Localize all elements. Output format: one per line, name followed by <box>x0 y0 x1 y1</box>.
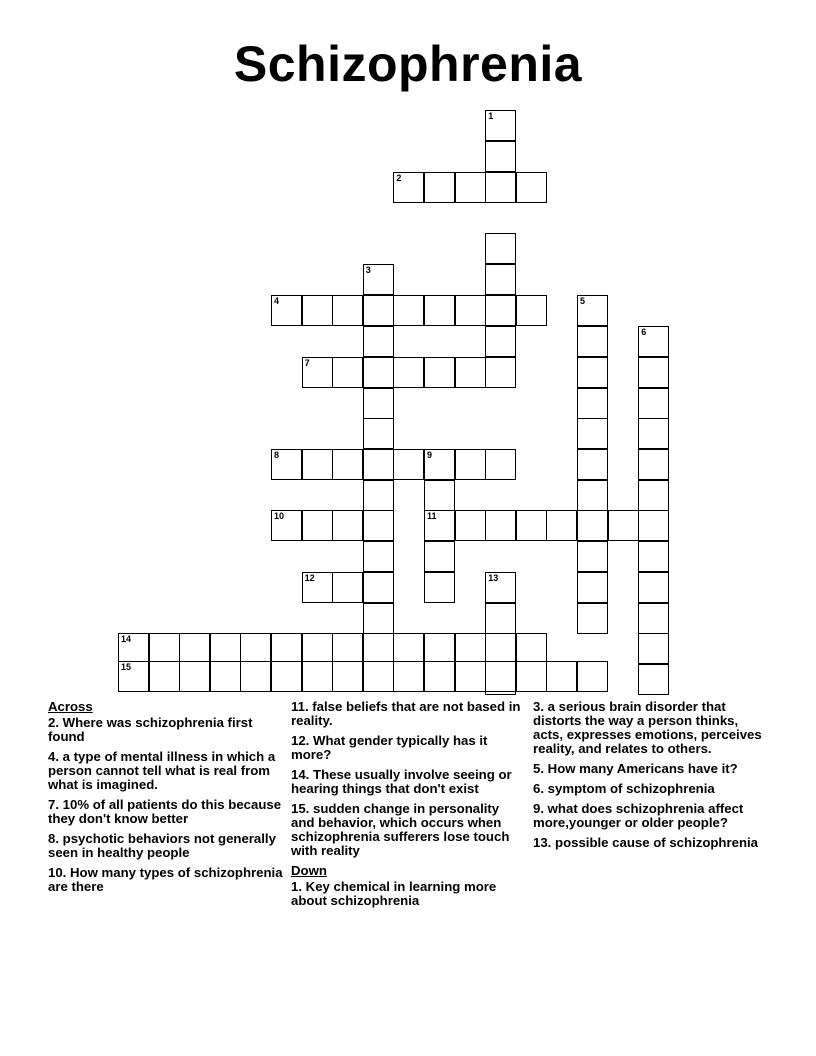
grid-cell[interactable] <box>210 633 241 664</box>
grid-cell[interactable] <box>577 418 608 449</box>
grid-cell[interactable] <box>332 633 363 664</box>
grid-cell[interactable] <box>577 603 608 634</box>
grid-cell[interactable] <box>363 633 394 664</box>
grid-cell[interactable] <box>363 295 394 326</box>
clue-number-7: 7 <box>304 358 310 368</box>
grid-cell[interactable] <box>485 572 516 603</box>
grid-cell[interactable] <box>363 572 394 603</box>
grid-cell[interactable] <box>516 633 547 664</box>
grid-cell[interactable] <box>179 661 210 692</box>
clue-across-10: 10. How many types of schizophrenia are there <box>48 865 283 894</box>
grid-cell[interactable] <box>424 295 455 326</box>
grid-cell[interactable] <box>424 541 455 572</box>
clue-down-3: 3. a serious brain disorder that distorts the way a person thinks, acts, expresses emotions, perceives reality, and relates to others. <box>533 699 762 756</box>
clue-number-13: 13 <box>488 573 499 583</box>
clue-number-3: 3 <box>365 265 371 275</box>
grid-cell[interactable] <box>455 449 486 480</box>
grid-cell[interactable] <box>179 633 210 664</box>
grid-cell[interactable] <box>485 233 516 264</box>
grid-cell[interactable] <box>485 603 516 634</box>
clue-down-13: 13. possible cause of schizophrenia <box>533 835 759 850</box>
grid-cell[interactable] <box>118 633 149 664</box>
grid-cell[interactable] <box>302 295 333 326</box>
clue-number-8: 8 <box>274 450 280 460</box>
grid-cell[interactable] <box>363 326 394 357</box>
clues-column-1 <box>48 700 284 900</box>
grid-cell[interactable] <box>332 357 363 388</box>
clue-down-9: 9. what does schizophrenia affect more,younger or older people? <box>533 801 744 830</box>
grid-cell[interactable] <box>271 449 302 480</box>
clue-down-5: 5. How many Americans have it? <box>533 761 738 776</box>
clue-across-4: 4. a type of mental illness in which a person cannot tell what is real from what is imagined. <box>48 749 276 792</box>
grid-cell[interactable] <box>118 661 149 692</box>
clue-number-6: 6 <box>641 327 647 337</box>
grid-cell[interactable] <box>638 541 669 572</box>
grid-cell[interactable] <box>149 633 180 664</box>
grid-cell[interactable] <box>638 572 669 603</box>
clue-across-7: 7. 10% of all patients do this because they don't know better <box>48 797 282 826</box>
clue-number-10: 10 <box>274 511 285 521</box>
grid-cell[interactable] <box>546 661 577 692</box>
grid-cell[interactable] <box>516 172 547 203</box>
grid-cell[interactable] <box>302 633 333 664</box>
grid-cell[interactable] <box>485 172 516 203</box>
grid-cell[interactable] <box>577 661 608 692</box>
grid-cell[interactable] <box>393 172 424 203</box>
grid-cell[interactable] <box>485 110 516 141</box>
clues-column-3 <box>533 700 769 856</box>
grid-cell[interactable] <box>577 357 608 388</box>
grid-cell[interactable] <box>363 480 394 511</box>
down-heading: Down <box>291 863 327 878</box>
grid-cell[interactable] <box>638 480 669 511</box>
grid-cell[interactable] <box>363 661 394 692</box>
grid-cell[interactable] <box>485 141 516 172</box>
grid-cell[interactable] <box>455 295 486 326</box>
grid-cell[interactable] <box>577 480 608 511</box>
grid-cell[interactable] <box>302 357 333 388</box>
grid-cell[interactable] <box>363 603 394 634</box>
grid-cell[interactable] <box>455 510 486 541</box>
clue-across-12: 12. What gender typically has it more? <box>291 733 488 762</box>
grid-cell[interactable] <box>485 510 516 541</box>
grid-cell[interactable] <box>455 633 486 664</box>
clue-number-1: 1 <box>488 111 494 121</box>
grid-cell[interactable] <box>363 541 394 572</box>
grid-cell[interactable] <box>271 295 302 326</box>
grid-cell[interactable] <box>363 510 394 541</box>
grid-cell[interactable] <box>363 449 394 480</box>
grid-cell[interactable] <box>393 295 424 326</box>
grid-cell[interactable] <box>363 418 394 449</box>
clue-number-9: 9 <box>427 450 433 460</box>
grid-cell[interactable] <box>516 510 547 541</box>
grid-cell[interactable] <box>363 388 394 419</box>
grid-cell[interactable] <box>424 572 455 603</box>
grid-cell[interactable] <box>271 661 302 692</box>
clue-number-15: 15 <box>121 662 132 672</box>
grid-cell[interactable] <box>455 357 486 388</box>
clue-across-11: 11. false beliefs that are not based in reality. <box>291 699 521 728</box>
across-heading: Across <box>48 699 93 714</box>
grid-cell[interactable] <box>577 388 608 419</box>
grid-cell[interactable] <box>149 661 180 692</box>
grid-cell[interactable] <box>638 326 669 357</box>
grid-cell[interactable] <box>393 449 424 480</box>
grid-cell[interactable] <box>577 541 608 572</box>
grid-cell[interactable] <box>485 357 516 388</box>
grid-cell[interactable] <box>638 664 669 695</box>
clue-across-2: 2. Where was schizophrenia first found <box>48 715 253 744</box>
grid-cell[interactable] <box>455 172 486 203</box>
grid-cell[interactable] <box>332 572 363 603</box>
clue-across-8: 8. psychotic behaviors not generally seen in healthy people <box>48 831 276 860</box>
grid-cell[interactable] <box>638 449 669 480</box>
grid-cell[interactable] <box>638 633 669 664</box>
clue-number-12: 12 <box>304 573 315 583</box>
clue-number-4: 4 <box>274 296 280 306</box>
clue-number-11: 11 <box>427 511 437 521</box>
grid-cell[interactable] <box>302 572 333 603</box>
grid-cell[interactable] <box>363 357 394 388</box>
grid-cell[interactable] <box>424 661 455 692</box>
grid-cell[interactable] <box>210 661 241 692</box>
clue-number-5: 5 <box>580 296 586 306</box>
grid-cell[interactable] <box>485 326 516 357</box>
grid-cell[interactable] <box>271 633 302 664</box>
grid-cell[interactable] <box>393 357 424 388</box>
grid-cell[interactable] <box>424 449 455 480</box>
clue-number-14: 14 <box>121 634 132 644</box>
grid-cell[interactable] <box>577 510 608 541</box>
grid-cell[interactable] <box>485 633 516 664</box>
grid-cell[interactable] <box>638 357 669 388</box>
grid-cell[interactable] <box>271 510 302 541</box>
grid-cell[interactable] <box>332 510 363 541</box>
clue-down-6: 6. symptom of schizophrenia <box>533 781 715 796</box>
grid-cell[interactable] <box>638 388 669 419</box>
grid-cell[interactable] <box>638 603 669 634</box>
grid-cell[interactable] <box>240 661 271 692</box>
grid-cell[interactable] <box>332 449 363 480</box>
grid-cell[interactable] <box>332 295 363 326</box>
grid-cell[interactable] <box>393 633 424 664</box>
clue-across-14: 14. These usually involve seeing or hearing things that don't exist <box>291 767 512 796</box>
grid-cell[interactable] <box>455 661 486 692</box>
grid-cell[interactable] <box>577 326 608 357</box>
grid-cell[interactable] <box>608 510 639 541</box>
grid-cell[interactable] <box>302 449 333 480</box>
grid-cell[interactable] <box>485 661 516 692</box>
grid-cell[interactable] <box>424 357 455 388</box>
grid-cell[interactable] <box>638 418 669 449</box>
grid-cell[interactable] <box>424 633 455 664</box>
clue-number-2: 2 <box>396 173 402 183</box>
grid-cell[interactable] <box>424 510 455 541</box>
grid-cell[interactable] <box>363 264 394 295</box>
grid-cell[interactable] <box>516 661 547 692</box>
grid-cell[interactable] <box>577 572 608 603</box>
grid-cell[interactable] <box>546 510 577 541</box>
grid-cell[interactable] <box>240 633 271 664</box>
clues-column-2 <box>291 700 521 914</box>
grid-cell[interactable] <box>332 661 363 692</box>
grid-cell[interactable] <box>577 449 608 480</box>
grid-cell[interactable] <box>393 661 424 692</box>
grid-cell[interactable] <box>485 449 516 480</box>
grid-cell[interactable] <box>638 510 669 541</box>
grid-cell[interactable] <box>424 480 455 511</box>
grid-cell[interactable] <box>516 295 547 326</box>
clue-across-15: 15. sudden change in personality and behavior, which occurs when schizophrenia sufferers lose touch with reality <box>291 801 510 858</box>
grid-cell[interactable] <box>485 264 516 295</box>
puzzle-title: Schizophrenia <box>233 36 583 92</box>
clue-down-1: 1. Key chemical in learning more about schizophrenia <box>291 879 497 908</box>
grid-cell[interactable] <box>577 295 608 326</box>
grid-cell[interactable] <box>485 295 516 326</box>
grid-cell[interactable] <box>424 172 455 203</box>
grid-cell[interactable] <box>302 510 333 541</box>
grid-cell[interactable] <box>302 661 333 692</box>
